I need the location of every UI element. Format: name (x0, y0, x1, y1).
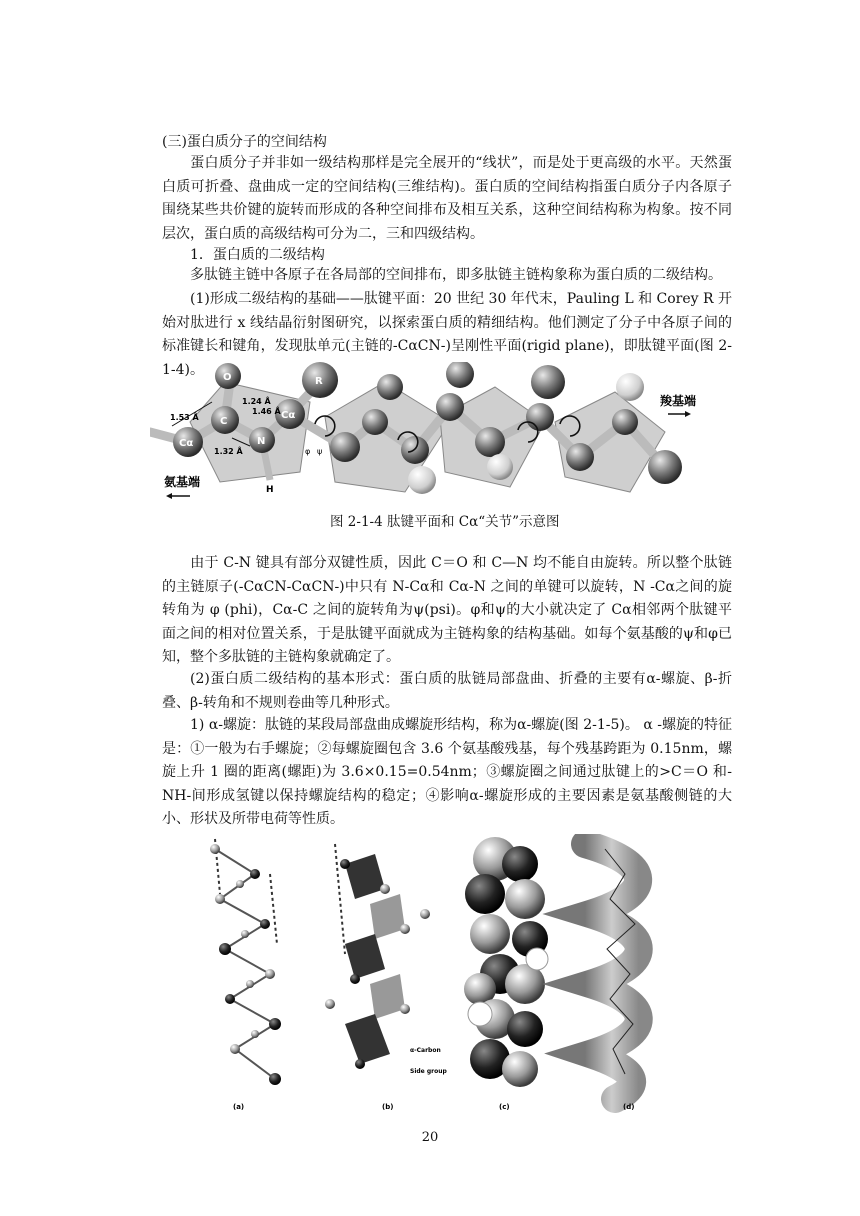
atom (648, 450, 682, 484)
paragraph-1: 蛋白质分子并非如一级结构那样是完全展开的“线状”，而是处于更高级的水平。天然蛋白质可折叠、盘曲成一定的空间结构(三维结构)。蛋白质的空间结构指蛋白质分子内各原子围绕某些共价键的旋转而形成的各种空间排布及相互关系，这种空间结构称为构象。按不同层次，蛋白质的高级结构可分为二，三和四级结构。 (162, 155, 732, 242)
figure-1-caption: 图 2-1-4 肽键平面和 Cα“关节”示意图 (330, 514, 560, 530)
panel-a-ball-stick (210, 839, 281, 1085)
atom (362, 409, 388, 435)
paragraph-5: (2)蛋白质二级结构的基本形式：蛋白质的肽链局部盘曲、折叠的主要有α-螺旋、β-折叠、β-转角和不规则卷曲等几种形式。 (162, 671, 732, 711)
h-label: H (266, 485, 274, 495)
bond-length-132: 1.32 Å (214, 447, 243, 456)
panel-d-label: (d) (623, 1103, 635, 1111)
atom (566, 443, 594, 471)
page-number: 20 (421, 1130, 439, 1145)
atom (616, 373, 644, 401)
peptide-plane-figure (150, 362, 710, 504)
panel-c-space-filling (464, 837, 548, 1087)
arrow-right-icon (685, 411, 691, 417)
subsection-title: 1．蛋白质的二级结构 (190, 247, 325, 263)
paragraph-6: 1) α-螺旋：肽链的某段局部盘曲成螺旋形结构，称为α-螺旋(图 2-1-5)。 α -螺旋的特征是：①一般为右手螺旋；②每螺旋圈包含 3.6 个氨基酸残基，每个残基跨距为 0.15nm，螺旋上升 1 圈的距离(螺距)为 3.6×0.15=0.54nm；③螺旋圈之间通过肽键上的>C＝O 和-NH-间形成氢键以保持螺旋结构的稳定；④影响α-螺旋形成的主要因素是氨基酸侧链的大小、形状及所带电荷等性质。 (162, 717, 732, 827)
atom (330, 432, 360, 462)
r-label: R (315, 376, 323, 387)
ca-label-1: Cα (179, 438, 194, 449)
carboxyl-end-label: 羧基端 (660, 394, 697, 408)
bond-length-146: 1.46 Å (252, 407, 281, 416)
panel-c-label: (c) (499, 1103, 510, 1111)
ca-label-2: Cα (281, 410, 296, 421)
bond-length-153: 1.53 Å (170, 413, 199, 422)
atom (612, 409, 638, 435)
panel-a-label: (a) (233, 1103, 245, 1111)
atom (377, 374, 403, 400)
atom (436, 393, 464, 421)
atom (526, 403, 554, 431)
c-label: C (220, 416, 228, 427)
alpha-carbon-label: α-Carbon (410, 1047, 441, 1054)
alpha-helix-figure (195, 834, 675, 1114)
panel-b-label: (b) (382, 1103, 394, 1111)
side-group-label: Side group (410, 1068, 447, 1075)
paragraph-4: 由于 C-N 键具有部分双键性质，因此 C＝O 和 C—N 均不能自由旋转。所以整个肽链的主链原子(-CαCN-CαCN-)中只有 N-Cα和 Cα-N 之间的单键可以旋转，N -Cα之间的旋转角为 φ (phi)，Cα-C 之间的旋转角为ψ(psi)。φ和ψ的大小就决定了 Cα相邻两个肽键平面之间的相对位置关系，于是肽键平面就成为主链构象的结构基础。如每个氨基酸的ψ和φ已知，整个多肽链的主链构象就确定了。 (162, 555, 732, 665)
amino-end-label: 氨基端 (164, 475, 201, 489)
phi-label: φ (305, 447, 311, 456)
atom (531, 365, 565, 399)
arrow-left-icon (166, 493, 172, 499)
paragraph-2: 多肽链主链中各原子在各局部的空间排布，即多肽链主链构象称为蛋白质的二级结构。 (190, 267, 722, 283)
atom (446, 362, 474, 388)
bond-length-124: 1.24 Å (242, 397, 271, 406)
atom (475, 427, 505, 457)
atom (487, 454, 513, 480)
paragraph-3: (1)形成二级结构的基础——肽键平面：20 世纪 30 年代末，Pauling L 和 Corey R 开始对肽进行 x 线结晶衍射图研究，以探索蛋白质的精细结构。他们测定了分子中各原子间的标准键长和键角，发现肽单元(主链的-CαCN-)呈刚性平面(rigid plane)，即肽键平面(图 2-1-4)。 (162, 291, 733, 378)
panel-d-ribbon (585, 844, 639, 1099)
atom (408, 466, 436, 494)
section-title: (三)蛋白质分子的空间结构 (162, 134, 327, 150)
panel-b-plane-helix (325, 844, 430, 1069)
psi-label: ψ (317, 447, 323, 456)
n-label: N (257, 436, 266, 447)
o-label: O (223, 372, 232, 383)
